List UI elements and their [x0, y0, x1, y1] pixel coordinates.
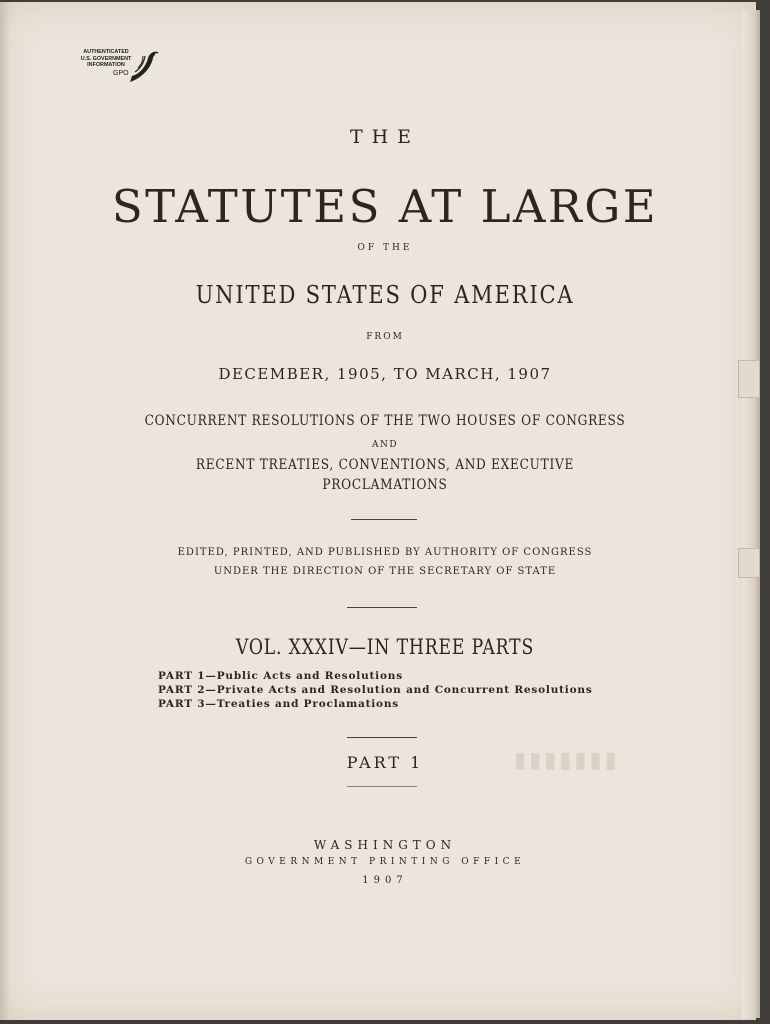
gpo-logo-line: U.S. GOVERNMENT: [80, 55, 132, 62]
divider-rule: [351, 519, 417, 520]
imprint-office: GOVERNMENT PRINTING OFFICE: [244, 857, 526, 867]
contents-and: AND: [371, 440, 399, 450]
authority-line2: UNDER THE DIRECTION OF THE SECRETARY OF STATE: [213, 566, 557, 577]
gpo-logo-line: AUTHENTICATED: [83, 49, 129, 55]
contents-line1: CONCURRENT RESOLUTIONS OF THE TWO HOUSES OF CONGRESS: [144, 413, 626, 429]
parts-list: [158, 669, 593, 711]
imprint-year: 1907: [362, 875, 408, 886]
authority-line1: EDITED, PRINTED, AND PUBLISHED BY AUTHORITY OF CONGRESS: [177, 547, 593, 558]
title-from: FROM: [366, 332, 404, 342]
gpo-logo-line: INFORMATION: [87, 62, 125, 68]
gpo-logo-mark: GPO: [113, 70, 129, 77]
bleed-through-stamp: ▮▮▮▮▮▮▮: [514, 748, 620, 773]
divider-rule: [347, 607, 417, 608]
title-page: [0, 2, 756, 1020]
title-main: STATUTES AT LARGE: [111, 180, 659, 233]
volume-label: VOL. XXXIV—IN THREE PARTS: [235, 635, 535, 659]
eagle-icon: [126, 46, 162, 86]
title-the: THE: [349, 126, 421, 148]
parts-list-item: PART 2—Private Acts and Resolution and Concurrent Resolutions: [158, 684, 593, 696]
contents-line2: RECENT TREATIES, CONVENTIONS, AND EXECUTIVE: [195, 457, 575, 473]
page-left-edge: [0, 2, 10, 1020]
title-of-the: OF THE: [357, 243, 413, 253]
contents-line3: PROCLAMATIONS: [322, 477, 448, 493]
title-country: UNITED STATES OF AMERICA: [195, 281, 575, 309]
divider-rule: [347, 737, 417, 738]
title-dates: DECEMBER, 1905, TO MARCH, 1907: [218, 365, 552, 383]
parts-list-item: PART 3—Treaties and Proclamations: [158, 698, 399, 710]
parts-list-item: PART 1—Public Acts and Resolutions: [158, 670, 403, 682]
part-heading: PART 1: [346, 753, 424, 772]
divider-rule: [347, 786, 417, 787]
imprint-city: WASHINGTON: [313, 838, 457, 852]
